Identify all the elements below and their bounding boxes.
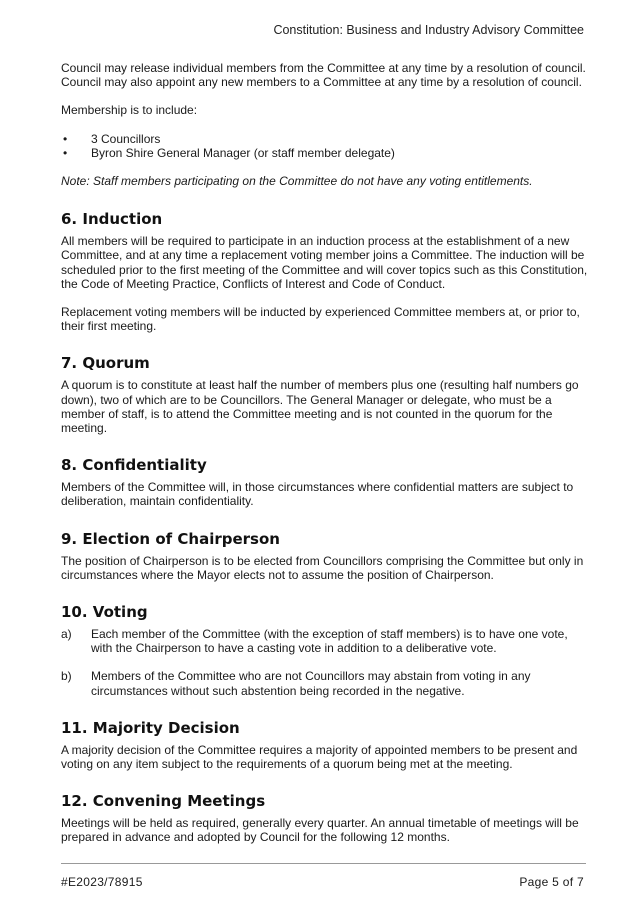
list-item — [61, 627, 589, 655]
document-reference: #E2023/78915 — [61, 875, 143, 889]
footer-divider — [61, 863, 586, 864]
list-item — [61, 146, 589, 160]
page-content — [61, 61, 589, 845]
induction-paragraph-2: Replacement voting members will be inducted by experienced Committee members at, or prior to, their first meeting. — [61, 305, 580, 334]
running-header: Constitution: Business and Industry Advisory Committee — [273, 23, 584, 37]
bullet-marker: • — [63, 145, 68, 160]
section-heading-induction: 6. Induction — [61, 210, 163, 229]
quorum-paragraph: A quorum is to constitute at least half the number of members plus one (resulting half numbers go down), two of which are to be Councillors. The General Manager or delegate, who must be a member of staff, is to attend the Committee meeting and is not counted in the quorum for the meeting. — [61, 378, 579, 436]
page-number: Page 5 of 7 — [519, 875, 584, 889]
list-item — [61, 132, 589, 146]
section-heading-confidentiality: 8. Confidentiality — [61, 456, 207, 475]
section-heading-convening-meetings: 12. Convening Meetings — [61, 792, 266, 811]
list-marker: a) — [61, 627, 72, 642]
section-heading-majority-decision: 11. Majority Decision — [61, 718, 240, 737]
list-item-text: 3 Councillors — [91, 131, 161, 146]
membership-list — [61, 132, 589, 160]
list-item — [61, 669, 589, 697]
section-heading-quorum: 7. Quorum — [61, 354, 150, 373]
chairperson-paragraph: The position of Chairperson is to be elected from Councillors comprising the Committee but only in circumstances where the Mayor elects not to assume the position of Chairperson. — [61, 553, 584, 582]
list-marker: b) — [61, 669, 72, 684]
membership-release-paragraph: Council may release individual members from the Committee at any time by a resolution of council. Council may also appoint any new members to a Committee at any time by a resolution of council. — [61, 61, 586, 90]
section-heading-voting: 10. Voting — [61, 603, 148, 622]
list-item-text: Members of the Committee who are not Councillors may abstain from voting in any circumstances without such abstention being recorded in the negative. — [91, 669, 531, 698]
voting-list — [61, 627, 589, 698]
membership-include-paragraph: Membership is to include: — [61, 103, 198, 118]
confidentiality-paragraph: Members of the Committee will, in those circumstances where confidential matters are subject to deliberation, maintain confidentiality. — [61, 480, 574, 509]
convening-meetings-paragraph: Meetings will be held as required, generally every quarter. An annual timetable of meetings will be prepared in advance and adopted by Council for the following 12 months. — [61, 816, 579, 845]
majority-decision-paragraph: A majority decision of the Committee requires a majority of appointed members to be present and voting on any item subject to the requirements of a quorum being met at the meeting. — [61, 742, 578, 772]
list-item-text: Byron Shire General Manager (or staff member delegate) — [91, 145, 395, 160]
section-heading-chairperson: 9. Election of Chairperson — [61, 529, 280, 548]
staff-voting-note: Note: Staff members participating on the Committee do not have any voting entitlements. — [61, 174, 533, 189]
induction-paragraph-1: All members will be required to participate in an induction process at the establishment of a new Committee, and at any time a replacement voting member joins a Committee. The induction will be scheduled prior to the first meeting of the Committee and will cover topics such as this Constitution, the Code of Meeting Practice, Conflicts of Interest and Code of Conduct. — [61, 234, 588, 291]
bullet-marker: • — [63, 131, 68, 146]
list-item-text: Each member of the Committee (with the exception of staff members) is to have one vote, with the Chairperson to have a casting vote in addition to a deliberative vote. — [91, 627, 568, 656]
